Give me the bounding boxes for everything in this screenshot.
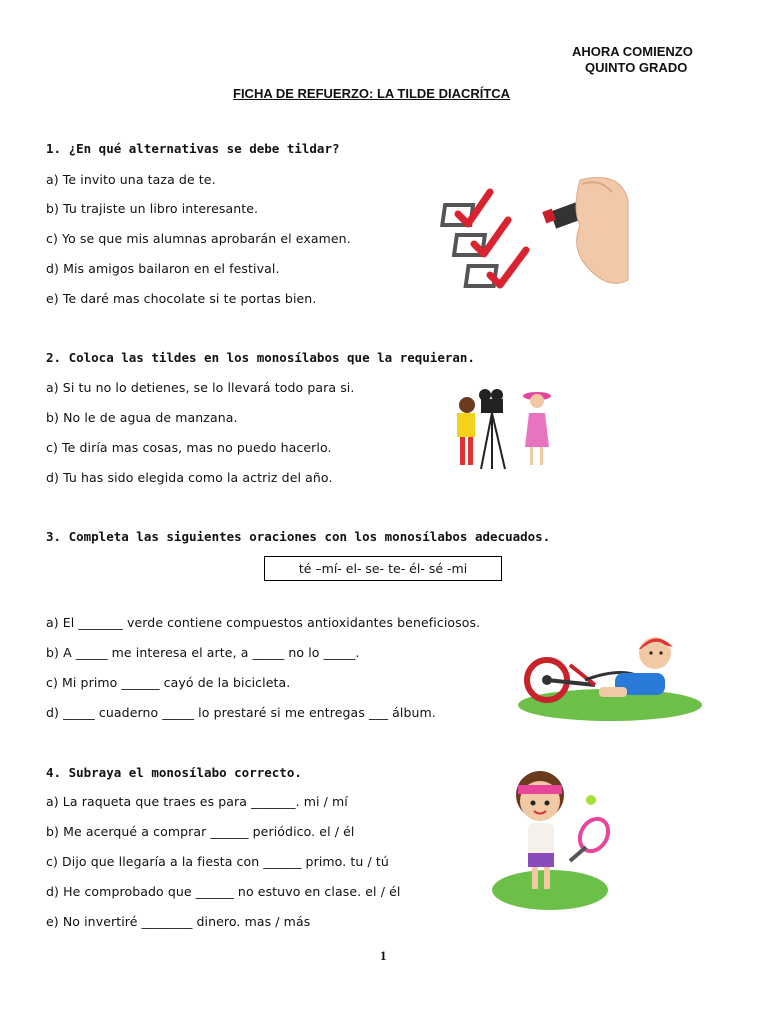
girl-tennis-illustration [490,765,620,915]
section-2-item-d: d) Tu has sido elegida como la actriz del año. [46,470,333,485]
section-3-item-c: c) Mi primo ______ cayó de la bicicleta. [46,675,291,690]
section-1-item-c: c) Yo se que mis alumnas aprobarán el examen. [46,231,351,246]
section-3-item-d: d) _____ cuaderno _____ lo prestaré si me entregas ___ álbum. [46,705,436,720]
section-1-heading: 1. ¿En qué alternativas se debe tildar? [46,141,340,156]
section-4-item-c: c) Dijo que llegaría a la fiesta con ______ primo. tu / tú [46,854,389,869]
section-2-item-c: c) Te diría mas cosas, mas no puedo hacerlo. [46,440,332,455]
worksheet-title: FICHA DE REFUERZO: LA TILDE DIACRÍTCA [233,86,511,101]
section-3-heading: 3. Completa las siguientes oraciones con los monosílabos adecuados. [46,529,551,544]
section-1-item-e: e) Te daré mas chocolate si te portas bien. [46,291,317,306]
section-1-item-a: a) Te invito una taza de te. [46,172,216,187]
boy-bike-fall-illustration [515,625,705,725]
section-4-heading: 4. Subraya el monosílabo correcto. [46,765,302,780]
header-line-1: AHORA COMIENZO [572,44,693,59]
film-crew-illustration [445,385,560,475]
section-4-item-d: d) He comprobado que ______ no estuvo en clase. el / él [46,884,401,899]
section-4-item-b: b) Me acerqué a comprar ______ periódico. el / él [46,824,355,839]
section-1-item-b: b) Tu trajiste un libro interesante. [46,201,259,216]
section-3-item-b: b) A _____ me interesa el arte, a _____ no lo _____. [46,645,360,660]
checklist-illustration [440,170,630,296]
section-4-item-a: a) La raqueta que traes es para _______. mi / mí [46,794,348,809]
section-2-item-b: b) No le de agua de manzana. [46,410,238,425]
section-4-item-e: e) No invertiré ________ dinero. mas / más [46,914,311,929]
section-2-heading: 2. Coloca las tildes en los monosílabos que la requieran. [46,350,475,365]
section-1-item-d: d) Mis amigos bailaron en el festival. [46,261,280,276]
section-3-item-a: a) El _______ verde contiene compuestos antioxidantes beneficiosos. [46,615,481,630]
header-line-2: QUINTO GRADO [585,60,688,75]
page-number: 1 [380,948,387,963]
section-2-item-a: a) Si tu no lo detienes, se lo llevará todo para si. [46,380,355,395]
word-bank-box: té –mí- el- se- te- él- sé -mi [264,556,502,581]
